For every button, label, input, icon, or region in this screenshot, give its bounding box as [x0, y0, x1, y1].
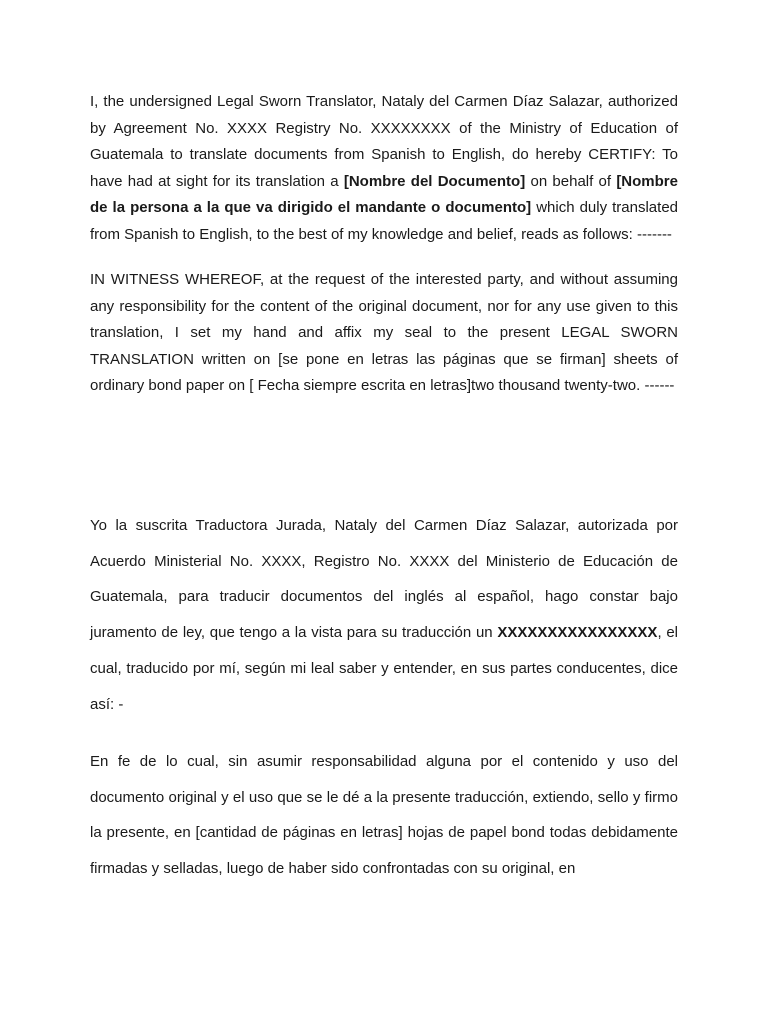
recipient-name-placeholder: [Nombre de la persona a la que va dirigido el mandante o documento] — [90, 172, 678, 217]
en-cert-text-2: on behalf of — [525, 172, 617, 190]
spanish-certification-paragraph — [90, 508, 678, 722]
en-cert-text-3: which duly translated from Spanish to English, to the best of my knowledge and belief, reads as follows: ------- — [90, 199, 679, 243]
es-cert-text-2: , el cual, traducido por mí, según mi leal saber y entender, en sus partes conducentes, dice así: - — [90, 624, 678, 713]
english-witness-paragraph: IN WITNESS WHEREOF, at the request of the interested party, and without assuming any responsibility for the content of the original document, nor for any use given to this translation, I set my hand and affix my seal to the present LEGAL SWORN TRANSLATION written on [se pone en letras las páginas que se firman] sheets of ordinary bond paper on [ Fecha siempre escrita en letras]two thousand twenty-two. ------ — [90, 271, 678, 395]
spanish-witness-paragraph: En fe de lo cual, sin asumir responsabilidad alguna por el contenido y uso del documento original y el uso que se le dé a la presente traducción, extiendo, sello y firmo la presente, en [cantidad de páginas en letras] hojas de papel bond todas debidamente firmadas y selladas, luego de haber sido confrontadas con su original, en — [90, 753, 678, 878]
en-cert-text-1: I, the undersigned Legal Sworn Translator, Nataly del Carmen Díaz Salazar, authorized by Agreement No. XXXX Registry No. XXXXXXXX of the Ministry of Education of Guatemala to translate documents from Spanish to English, do hereby CERTIFY: To have had at sight for its translation a — [90, 93, 678, 190]
english-certification-paragraph — [90, 89, 678, 249]
document-placeholder-x: XXXXXXXXXXXXXXXX — [497, 624, 658, 642]
es-cert-text-1: Yo la suscrita Traductora Jurada, Nataly del Carmen Díaz Salazar, autorizada por Acuerdo Ministerial No. XXXX, Registro No. XXXX del Ministerio de Educación de Guatemala, para traducir documentos del inglés al español, hago constar bajo juramento de ley, que tengo a la vista para su traducción un — [90, 517, 678, 642]
document-name-placeholder: [Nombre del Documento] — [343, 172, 526, 190]
